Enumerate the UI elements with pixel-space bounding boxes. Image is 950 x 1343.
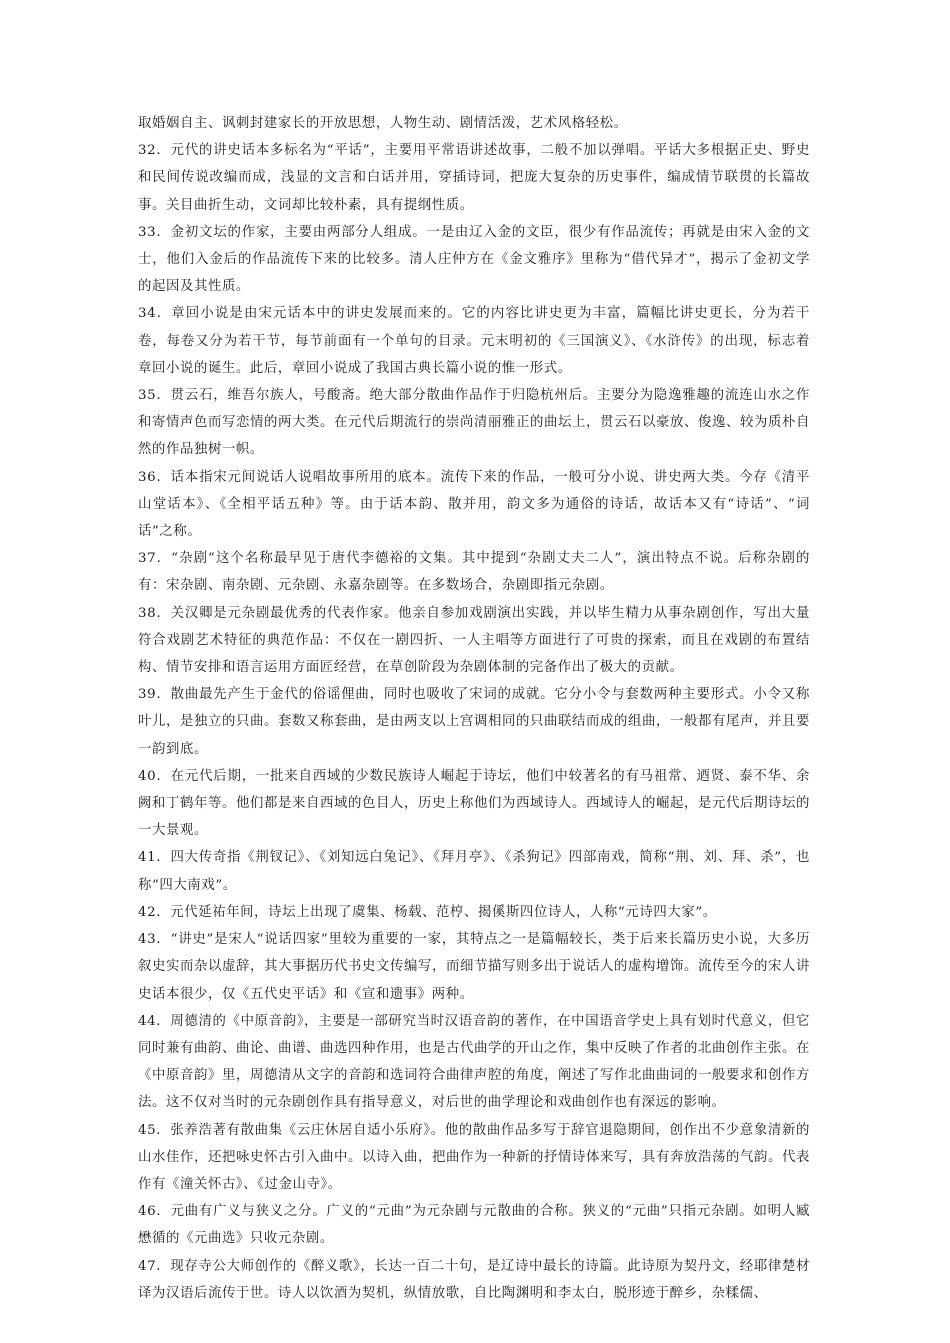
paragraph-33: 33．金初文坛的作家，主要由两部分人组成。一是由辽入金的文臣，很少有作品流传；再就是由宋入金的文士，他们入金后的作品流传下来的比较多。清人庄仲方在《金文雅序》里称为“借代异才”，揭示了金初文学的起因及其性质。	[138, 224, 810, 295]
paragraph-47: 47．现存寺公大师创作的《醉义歌》，长达一百二十句，是辽诗中最长的诗篇。此诗原为契丹文，经耶律楚材译为汉语后流传于世。诗人以饮酒为契机，纵情放歌，自比陶渊明和李太白，脱形迹于醉乡，杂糅儒、	[138, 1258, 810, 1301]
paragraph-38: 38．关汉卿是元杂剧最优秀的代表作家。他亲自参加戏剧演出实践，并以毕生精力从事杂剧创作，写出大量符合戏剧艺术特征的典范作品：不仅在一剧四折、一人主唱等方面进行了可贵的探索，而且在戏剧的布置结构、情节安排和语言运用方面匠经营，在草创阶段为杂剧体制的完备作出了极大的贡献。	[138, 605, 810, 676]
paragraph-34: 34．章回小说是由宋元话本中的讲史发展而来的。它的内容比讲史更为丰富，篇幅比讲史更长，分为若干卷，每卷又分为若干节，每节前面有一个单句的目录。元末明初的《三国演义》、《水浒传》的出现，标志着章回小说的诞生。此后，章回小说成了我国古典长篇小说的惟一形式。	[138, 306, 810, 376]
paragraph-44: 44．周德清的《中原音韵》，主要是一部研究当时汉语音韵的著作，在中国语音学史上具有划时代意义，但它同时兼有曲韵、曲论、曲谱、曲选四种作用，也是古代曲学的开山之作，集中反映了作者的北曲创作主张。在《中原音韵》里，周德清从文字的音韵和选词符合曲律声腔的角度，阐述了写作北曲曲词的一般要求和创作方法。这不仅对当时的元杂剧创作具有指导意义，对后世的曲学理论和戏曲创作也有深远的影响。	[138, 1013, 810, 1111]
paragraph-36: 36．话本指宋元间说话人说唱故事所用的底本。流传下来的作品，一般可分小说、讲史两大类。今存《清平山堂话本》、《全相平话五种》等。由于话本韵、散并用，韵文多为通俗的诗话，故话本又有“诗话”、“词话”之称。	[138, 469, 810, 540]
paragraph-42: 42．元代延祐年间，诗坛上出现了虞集、杨载、范梈、揭傒斯四位诗人，人称“元诗四大家”。	[138, 904, 717, 920]
paragraph-39: 39．散曲最先产生于金代的俗谣俚曲，同时也吸收了宋词的成就。它分小令与套数两种主要形式。小令又称叶儿，是独立的只曲。套数又称套曲，是由两支以上宫调相同的只曲联结而成的组曲，一般都有尾声，并且要一韵到底。	[138, 687, 810, 757]
paragraph-32: 32．元代的讲史话本多标名为“平话”，主要用平常语讲述故事，二般不加以弹唱。平话大多根据正史、野史和民间传说改编而成，浅显的文言和白话并用，穿插诗词，把庞大复杂的历史事件，编成情节联贯的长篇故事。关目曲折生动，文词却比较朴素，具有提纲性质。	[138, 143, 810, 213]
paragraph-35: 35．贯云石，维吾尔族人，号酸斋。绝大部分散曲作品作于归隐杭州后。主要分为隐逸雅趣的流连山水之作和寄情声色而写恋情的两大类。在元代后期流行的崇尚清丽雅正的曲坛上，贯云石以豪放、俊逸、较为质朴自然的作品独树一帜。	[138, 388, 810, 458]
paragraph-37: 37．“杂剧”这个名称最早见于唐代李德裕的文集。其中提到“杂剧丈夫二人”，演出特点不说。后称杂剧的有：宋杂剧、南杂剧、元杂剧、永嘉杂剧等。在多数场合，杂剧即指元杂剧。	[138, 551, 810, 594]
paragraph-45: 45．张养浩著有散曲集《云庄休居自适小乐府》。他的散曲作品多写于辞官退隐期间，创作出不少意象清新的山水佳作，还把咏史怀古引入曲中。以诗入曲，把曲作为一种新的抒情诗体来写，具有奔放浩荡的气韵。代表作有《潼关怀古》、《过金山寺》。	[138, 1122, 810, 1192]
paragraph-46: 46．元曲有广义与狭义之分。广义的“元曲”为元杂剧与元散曲的合称。狭义的“元曲”只指元杂剧。如明人臧懋循的《元曲选》只收元杂剧。	[138, 1204, 810, 1247]
paragraph-41: 41．四大传奇指《荆钗记》、《刘知远白兔记》、《拜月亭》、《杀狗记》四部南戏，简称“荆、刘、拜、杀”，也称“四大南戏”。	[138, 850, 810, 893]
paragraph-43: 43．“讲史”是宋人“说话四家”里较为重要的一家，其特点之一是篇幅较长，类于后来长篇历史小说，大多历叙史实而杂以虚辞，其大事据历代书史文传编写，而细节描写则多出于说话人的虚构增饰。流传至今的宋人讲史话本很少，仅《五代史平话》和《宣和遗事》两种。	[138, 932, 810, 1002]
document-page	[138, 110, 810, 1307]
paragraph-40: 40．在元代后期，一批来自西域的少数民族诗人崛起于诗坛，他们中较著名的有马祖常、迺贤、泰不华、余阙和丁鹤年等。他们都是来自西域的色目人，历史上称他们为西域诗人。西域诗人的崛起，是元代后期诗坛的一大景观。	[138, 768, 810, 839]
paragraph-continuation: 取婚姻自主、讽刺封建家长的开放思想，人物生动、剧情活泼，艺术风格轻松。	[138, 116, 628, 131]
